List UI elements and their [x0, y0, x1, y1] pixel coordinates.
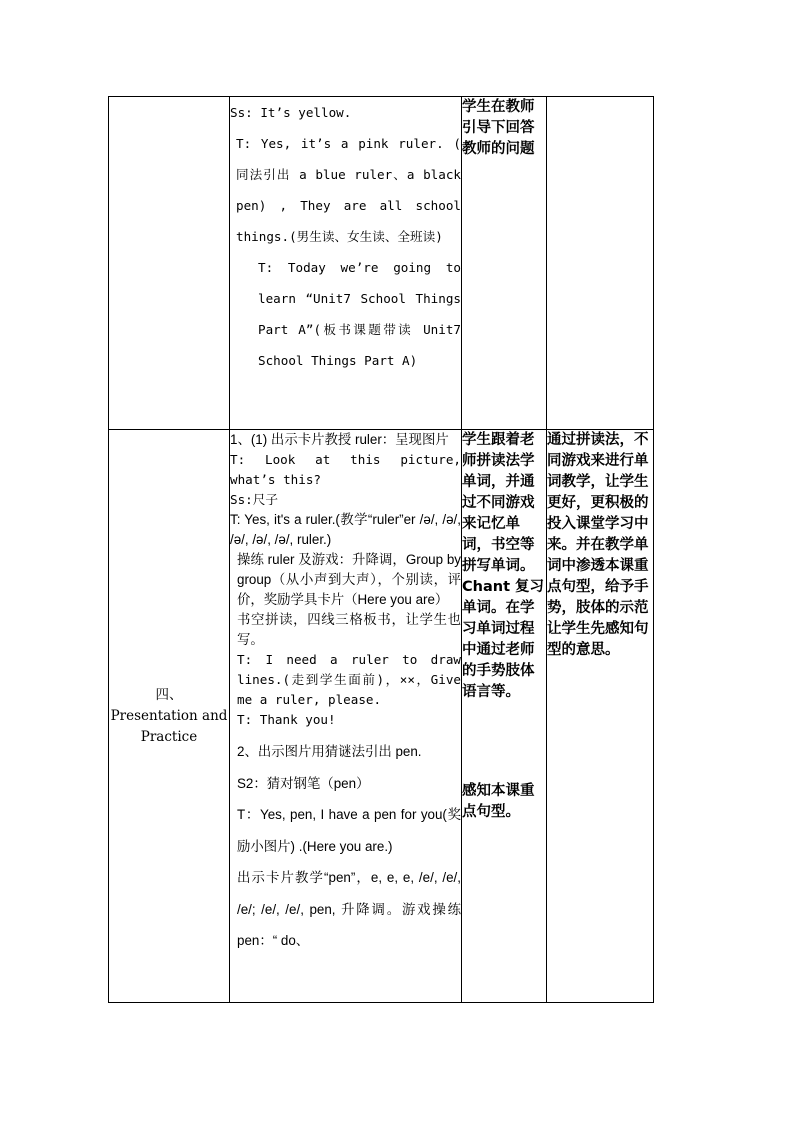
table-row [109, 97, 654, 430]
dialogue-line: T: Yes, it’s a pink ruler. ( 同法引出 a blue ruler、a black pen) , They are all school things.(男生读、女生读、全班读) [236, 136, 461, 244]
activity-paragraph: 出示卡片教学“pen”，e, e, e, /e/, /e/, /e/; /e/, /e/, pen, 升降调。游戏操练 pen：“ do、 [237, 870, 461, 948]
activity-paragraph: 1、(1) 出示卡片教授 ruler：呈现图片 [230, 432, 449, 447]
table-row [109, 430, 654, 1003]
stage-cell [109, 430, 230, 1003]
teacher-activity-cell [230, 97, 462, 430]
student-activity-cell [462, 97, 547, 430]
stage-label: Presentation and Practice [110, 707, 228, 745]
student-activity-cell [462, 430, 547, 1003]
activity-paragraph: 操练 ruler 及游戏：升降调，Group by group（从小声到大声），个别读，评价，奖励学具卡片（Here you are） [237, 552, 461, 607]
teacher-activity-cell [230, 430, 462, 1003]
dialogue-line: T: Today we’re going to learn “Unit7 School Things Part A”(板书课题带读 Unit7 School Things Part A) [258, 260, 461, 368]
activity-paragraph: 2、出示图片用猜谜法引出 pen. [237, 744, 422, 759]
activity-paragraph: T：Yes, pen, I have a pen for you(奖励小图片) .(Here you are.) [237, 807, 461, 854]
activity-paragraph: 书空拼读，四线三格板书，让学生也写。 [237, 612, 461, 647]
student-activity-text: 感知本课重点句型。 [462, 783, 535, 820]
design-intent-cell [547, 430, 654, 1003]
activity-paragraph: Ss:尺子 [230, 492, 278, 507]
lesson-plan-table [108, 96, 654, 1003]
student-activity-text: 学生在教师引导下回答教师的问题 [462, 99, 535, 157]
dialogue-line: Ss: It’s yellow. [230, 105, 352, 120]
design-intent-cell-empty [547, 97, 654, 430]
design-intent-text: 通过拼读法，不同游戏来进行单词教学，让学生更好，更积极的投入课堂学习中来。并在教学单词中渗透本课重点句型，给予手势，肢体的示范让学生先感知句型的意思。 [547, 432, 649, 658]
stage-cell-empty [109, 97, 230, 430]
activity-paragraph: T: Thank you! [237, 712, 336, 727]
activity-paragraph: T: Look at this picture, what’s this? [230, 452, 461, 487]
activity-paragraph: T: I need a ruler to draw lines.(走到学生面前)，××，Give me a ruler, please. [237, 652, 461, 707]
stage-number: 四、 [155, 686, 183, 703]
student-activity-text: 学生跟着老师拼读法学单词，并通过不同游戏来记忆单词，书空等拼写单词。Chant 复习单词。在学习单词过程中通过老师的手势肢体语言等。 [462, 432, 545, 700]
activity-paragraph: T: Yes, it's a ruler.(教学“ruler”er /ə/, /ə/, /ə/, /ə/, /ə/, ruler.) [230, 512, 461, 547]
activity-paragraph: S2：猜对钢笔（pen） [237, 775, 370, 791]
